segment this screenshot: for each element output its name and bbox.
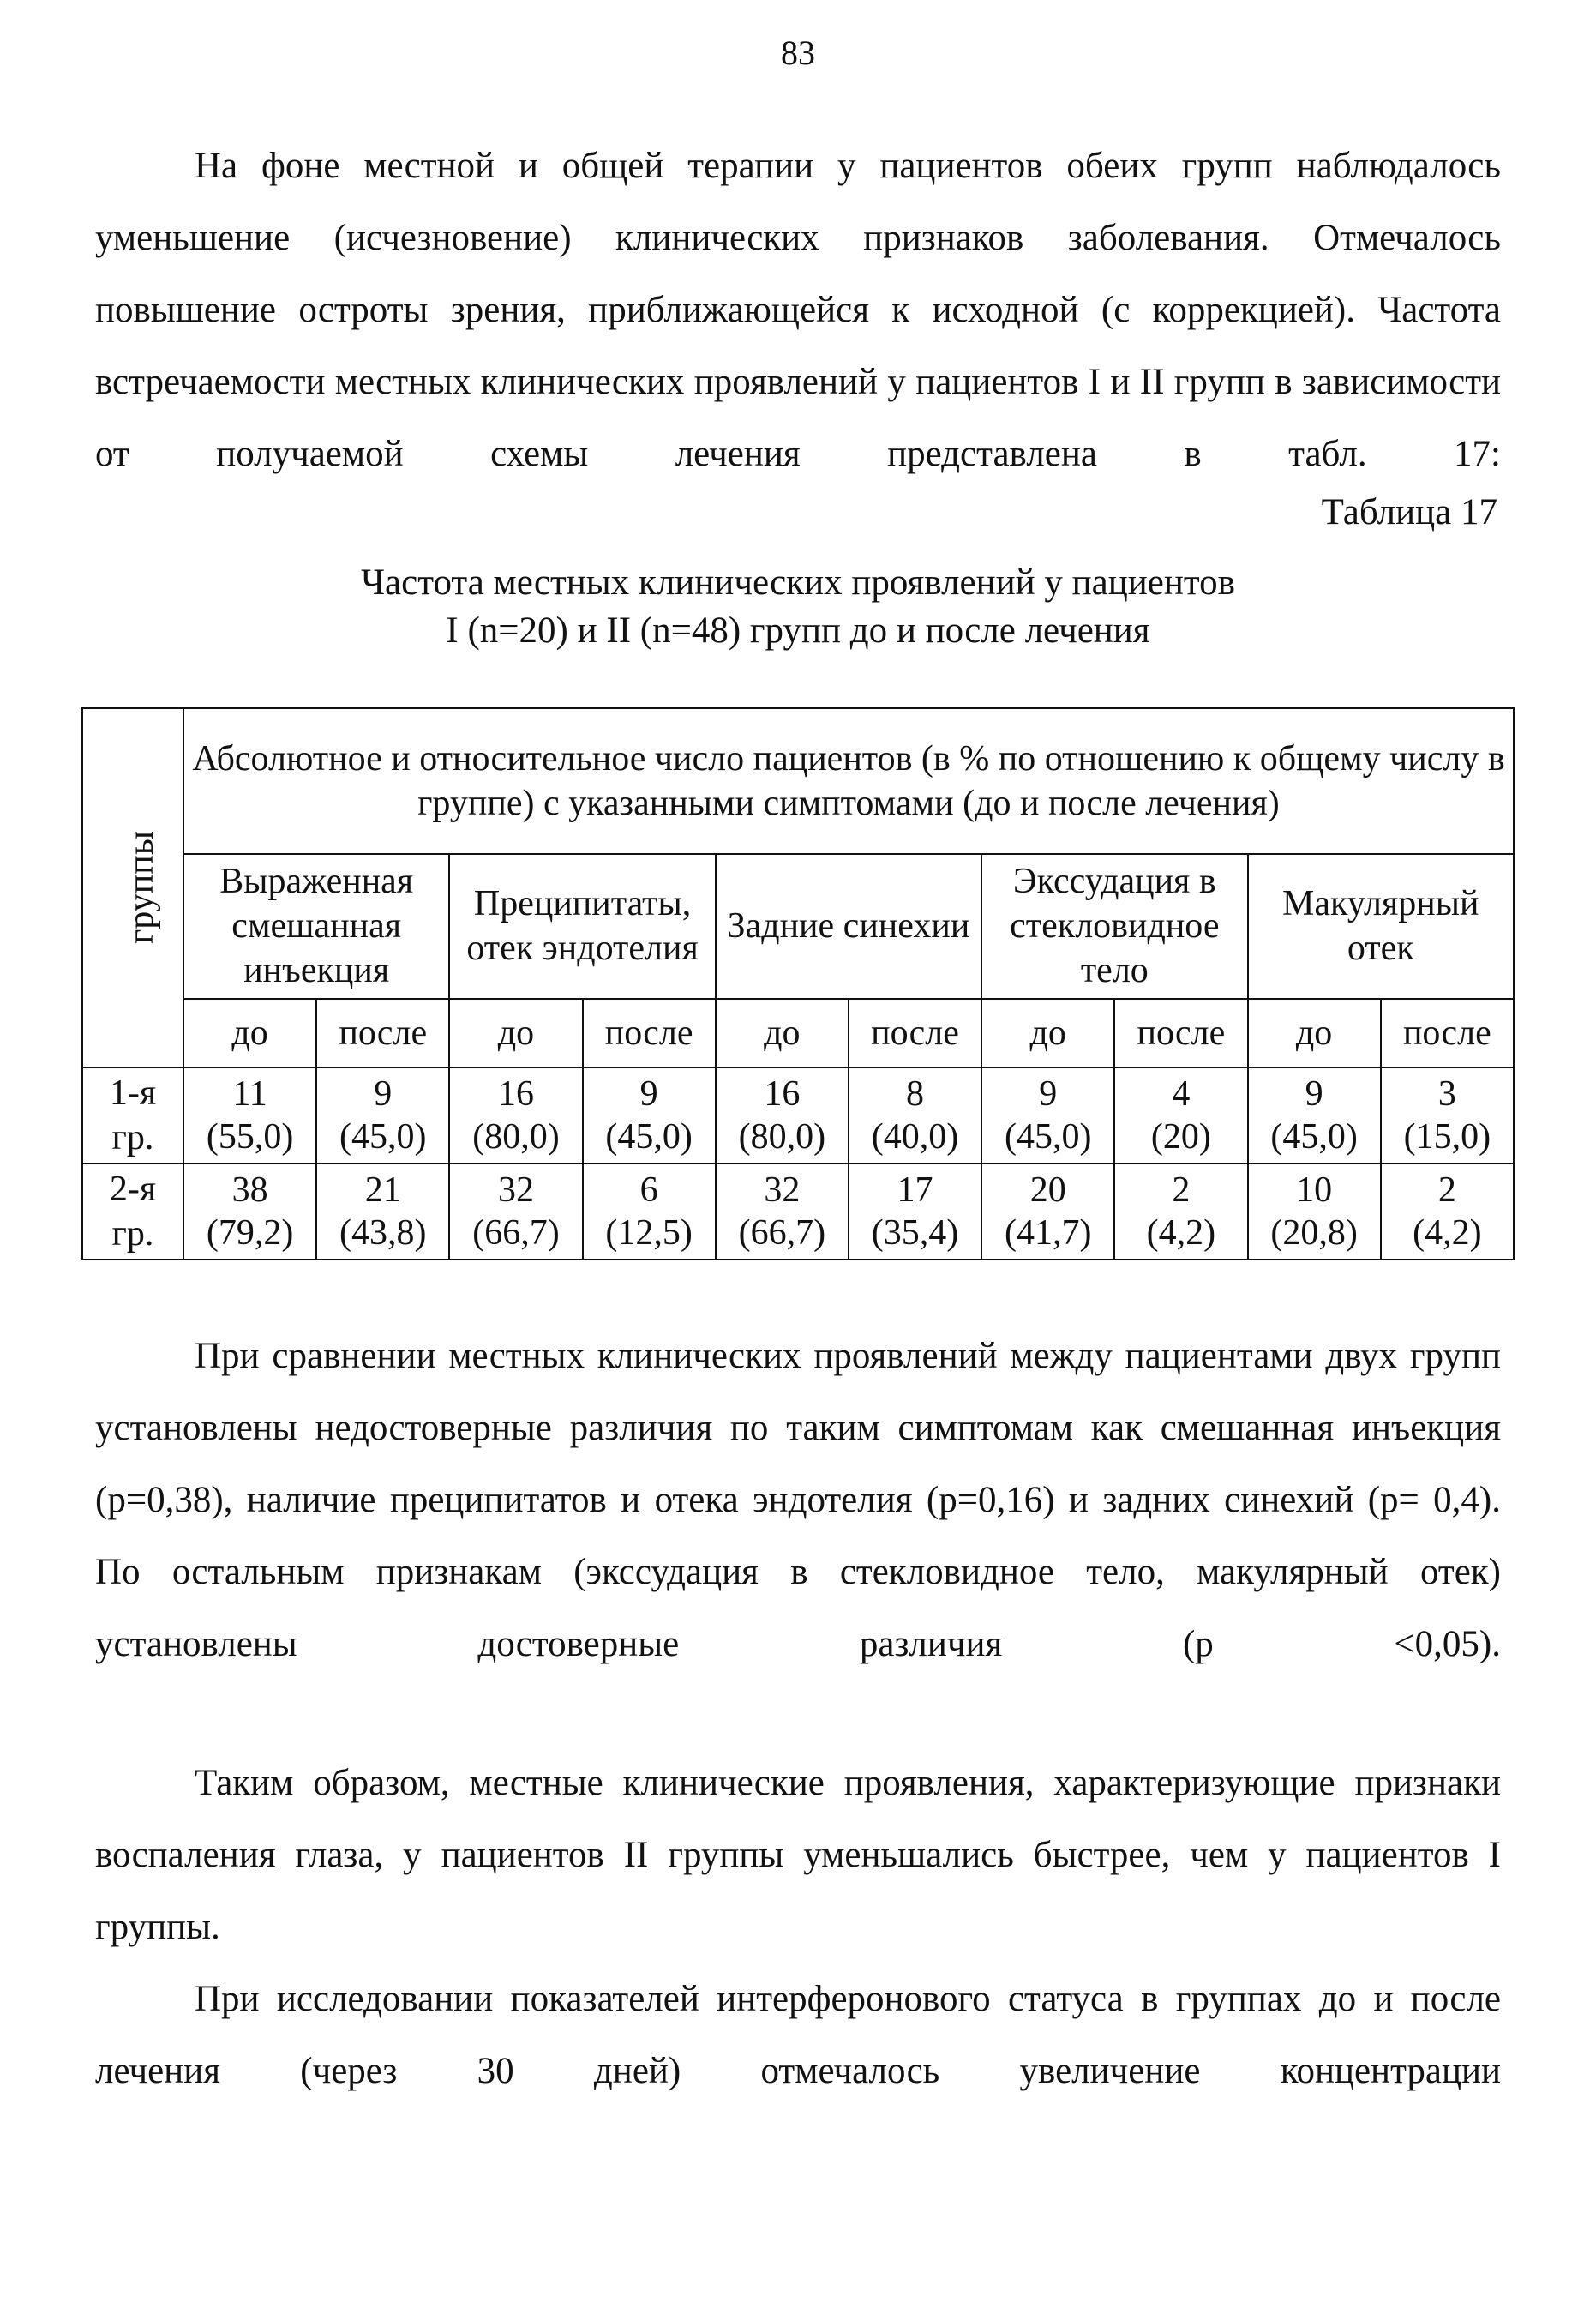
cell-percent: (79,2) (206, 1212, 294, 1253)
cell-percent: (20,8) (1270, 1212, 1358, 1253)
symptoms-table (81, 707, 1515, 1260)
cell-percent: (45,0) (605, 1116, 693, 1157)
cell-count: 32 (764, 1170, 801, 1210)
group-label: 1-я гр. (82, 1067, 183, 1164)
paragraph-intro: На фоне местной и общей терапии у пациентов обеих групп наблюдалось уменьшение (исчезновение) клинических признаков заболевания. Отмечалось повышение остроты зрения, приближающейся к исходной (с коррекцией). Частота встречаемости местных клинических проявлений у пациентов I и II групп в зависимости от получаемой схемы лечения представлена в табл. 17: (95, 146, 1501, 474)
paragraph-comparison: При сравнении местных клинических проявлений между пациентами двух групп установлены недостоверные различия по таким симптомам как смешанная инъекция (р=0,38), наличие преципитатов и отека эндотелия (р=0,16) и задних синехий (р= 0,4). По остальным признакам (экссудация в стекловидное тело, макулярный отек) установлены достоверные различия (р <0,05). (95, 1336, 1501, 1664)
main-header: Абсолютное и относительное число пациентов (в % по отношению к общему числу в группе) с указанными симптомами (до и после лечения) (183, 708, 1514, 854)
table-label: Таблица 17 (1321, 492, 1497, 532)
cell-percent: (35,4) (871, 1212, 959, 1253)
table-cell (316, 1067, 449, 1164)
cell-count: 2 (1437, 1170, 1456, 1210)
before-header: до (183, 999, 316, 1067)
page-number: 83 (781, 33, 815, 72)
groups-header-cell (82, 708, 183, 1067)
cell-count: 10 (1296, 1170, 1333, 1210)
cell-percent: (40,0) (871, 1116, 959, 1157)
cell-count: 2 (1172, 1170, 1191, 1210)
symptom-header: Задние синехии (716, 854, 981, 998)
before-header: до (981, 999, 1114, 1067)
symptom-header: Преципитаты, отек эндотелия (449, 854, 715, 998)
after-header: после (1114, 999, 1247, 1067)
cell-count: 9 (1039, 1073, 1058, 1114)
cell-percent: (45,0) (1004, 1116, 1092, 1157)
cell-count: 4 (1172, 1073, 1191, 1114)
table-cell (1114, 1067, 1247, 1164)
before-header: до (1248, 999, 1381, 1067)
paragraph-interferon: При исследовании показателей интерферонового статуса в группах до и после лечения (через 30 дней) отмечалось увеличение концентрации (95, 1979, 1501, 2091)
cell-count: 17 (897, 1170, 933, 1210)
cell-count: 6 (639, 1170, 658, 1210)
after-header: после (849, 999, 981, 1067)
cell-count: 11 (232, 1073, 267, 1114)
cell-percent: (66,7) (738, 1212, 826, 1253)
cell-count: 3 (1437, 1073, 1456, 1114)
cell-percent: (55,0) (206, 1116, 294, 1157)
table-cell (1248, 1164, 1381, 1260)
cell-count: 9 (374, 1073, 393, 1114)
table-cell (1381, 1164, 1514, 1260)
cell-percent: (4,2) (1146, 1212, 1216, 1253)
cell-percent: (66,7) (472, 1212, 560, 1253)
after-header: после (316, 999, 449, 1067)
table-cell (849, 1164, 981, 1260)
cell-percent: (80,0) (738, 1116, 826, 1157)
table-cell (583, 1067, 716, 1164)
symptom-header: Экссудация в стекловидное тело (981, 854, 1247, 998)
table-cell (183, 1067, 316, 1164)
table-cell (716, 1164, 849, 1260)
table-caption-line-2: I (n=20) и II (n=48) групп до и после лечения (446, 610, 1150, 651)
cell-percent: (45,0) (339, 1116, 427, 1157)
table-row (82, 1067, 1514, 1164)
cell-count: 9 (639, 1073, 658, 1114)
table-cell (1114, 1164, 1247, 1260)
cell-percent: (15,0) (1403, 1116, 1491, 1157)
table-cell (183, 1164, 316, 1260)
before-header: до (716, 999, 849, 1067)
before-after-row (82, 999, 1514, 1067)
table-caption (0, 559, 1596, 655)
cell-percent: (45,0) (1270, 1116, 1358, 1157)
cell-percent: (4,2) (1413, 1212, 1482, 1253)
cell-count: 38 (231, 1170, 268, 1210)
table-cell (716, 1067, 849, 1164)
before-header: до (449, 999, 582, 1067)
symptom-header: Выраженная смешанная инъекция (183, 854, 449, 998)
group-label: 2-я гр. (82, 1164, 183, 1260)
paragraph-conclusion: Таким образом, местные клинические проявления, характеризующие признаки воспаления глаза, у пациентов II группы уменьшались быстрее, чем у пациентов I группы. (95, 1763, 1501, 1947)
cell-count: 32 (497, 1170, 534, 1210)
cell-count: 16 (764, 1073, 801, 1114)
table-cell (981, 1067, 1114, 1164)
table-row (82, 1164, 1514, 1260)
table-cell (583, 1164, 716, 1260)
symptom-header-row (82, 854, 1514, 998)
table-caption-line-1: Частота местных клинических проявлений у пациентов (361, 562, 1235, 603)
cell-count: 9 (1305, 1073, 1323, 1114)
table-cell (316, 1164, 449, 1260)
cell-percent: (43,8) (339, 1212, 427, 1253)
cell-count: 20 (1029, 1170, 1066, 1210)
table-cell (1248, 1067, 1381, 1164)
cell-percent: (80,0) (472, 1116, 560, 1157)
groups-header: группы (121, 831, 161, 945)
table-cell (981, 1164, 1114, 1260)
after-header: после (1381, 999, 1514, 1067)
cell-count: 16 (497, 1073, 534, 1114)
cell-percent: (12,5) (605, 1212, 693, 1253)
cell-count: 21 (364, 1170, 401, 1210)
table-cell (849, 1067, 981, 1164)
table-cell (449, 1067, 582, 1164)
cell-count: 8 (906, 1073, 925, 1114)
cell-percent: (20) (1150, 1116, 1211, 1157)
table-cell (1381, 1067, 1514, 1164)
after-header: после (583, 999, 716, 1067)
table-cell (449, 1164, 582, 1260)
symptom-header: Макулярный отек (1248, 854, 1515, 998)
cell-percent: (41,7) (1004, 1212, 1092, 1253)
